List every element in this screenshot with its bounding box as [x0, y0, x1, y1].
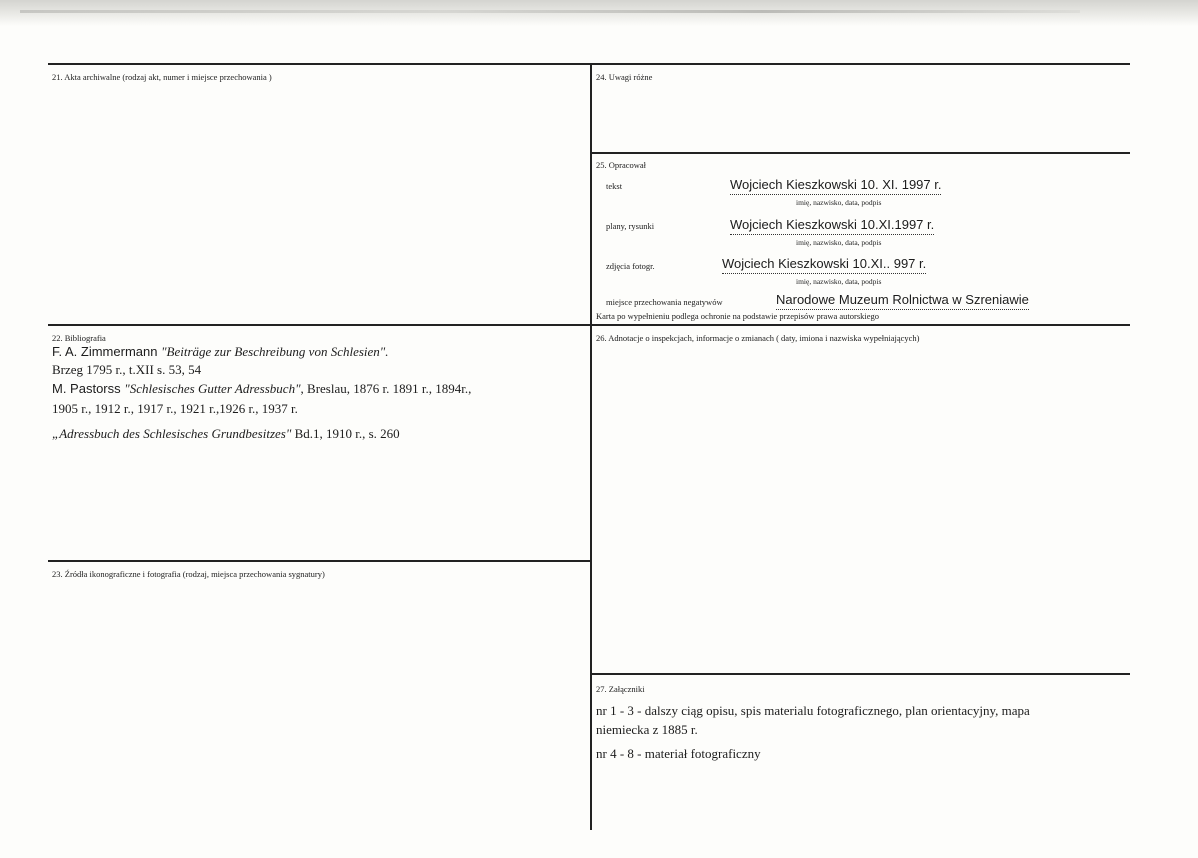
section-25-label: 25. Opracował — [596, 160, 647, 170]
attachments-line-1: nr 1 - 3 - dalszy ciąg opisu, spis materialu fotograficznego, plan orientacyjny, mapa — [596, 703, 1030, 718]
divider-24-25 — [590, 152, 1130, 154]
section-22-label: 22. Bibliografia — [52, 333, 106, 343]
section-23-label: 23. Źródła ikonograficzne i fotografia (rodzaj, miejsca przechowania sygnatury) — [52, 569, 325, 579]
bibliography-line-1 — [52, 344, 389, 360]
divider-26-27 — [590, 673, 1130, 675]
bibliography-line-2: Brzeg 1795 r., t.XII s. 53, 54 — [52, 362, 202, 377]
bib-author-pastorss: M. Pastorss — [52, 381, 125, 396]
bib-author-zimmermann: F. A. Zimmermann — [52, 344, 162, 359]
scan-edge — [0, 0, 1198, 26]
section-27-label: 27. Załączniki — [596, 684, 645, 694]
negatives-label: miejsce przechowania negatywów — [606, 297, 723, 307]
negatives-value: Narodowe Muzeum Rolnictwa w Szreniawie — [776, 292, 1029, 310]
copyright-note: Karta po wypełnieniu podlega ochronie na podstawie przepisów prawa autorskiego — [596, 311, 880, 321]
section-24-label: 24. Uwagi różne — [596, 72, 653, 82]
prepared-caption-photos: imię, nazwisko, data, podpis — [796, 277, 882, 286]
prepared-value-plans: Wojciech Kieszkowski 10.XI.1997 r. — [730, 217, 934, 235]
section-21-label: 21. Akta archiwalne (rodzaj akt, numer i miejsce przechowania ) — [52, 72, 272, 82]
bib-volume: Bd.1, 1910 r., s. 260 — [291, 426, 400, 441]
prepared-field-photos: zdjęcia fotogr. — [606, 261, 655, 271]
prepared-caption-plans: imię, nazwisko, data, podpis — [796, 238, 882, 247]
bib-title-beitrage: "Beiträge zur Beschreibung von Schlesien". — [161, 344, 389, 359]
prepared-field-text: tekst — [606, 181, 623, 191]
bib-title-grundbesitzes: „Adressbuch des Schlesisches Grundbesitzes" — [52, 426, 292, 441]
section-26-label: 26. Adnotacje o inspekcjach, informacje o zmianach ( daty, imiona i nazwiska wypełniających) — [596, 333, 920, 343]
prepared-field-plans: plany, rysunki — [606, 221, 655, 231]
divider-22-23 — [48, 560, 592, 562]
bibliography-line-5 — [52, 426, 400, 442]
top-border — [48, 63, 1130, 65]
prepared-value-text: Wojciech Kieszkowski 10. XI. 1997 r. — [730, 177, 941, 195]
attachments-line-2: niemiecka z 1885 r. — [596, 722, 698, 737]
bib-title-gutter: "Schlesisches Gutter Adressbuch" — [124, 381, 301, 396]
scan-streak — [20, 10, 1080, 13]
divider-21-22 — [48, 324, 1130, 326]
prepared-caption-text: imię, nazwisko, data, podpis — [796, 198, 882, 207]
bibliography-line-4: 1905 r., 1912 r., 1917 r., 1921 r.,1926 r., 1937 r. — [52, 401, 298, 416]
bibliography-line-3 — [52, 381, 471, 397]
attachments-line-3: nr 4 - 8 - materiał fotograficzny — [596, 746, 761, 761]
prepared-value-photos: Wojciech Kieszkowski 10.XI.. 997 r. — [722, 256, 926, 274]
center-divider — [590, 63, 592, 830]
bib-years-1: , Breslau, 1876 r. 1891 r., 1894r., — [300, 381, 472, 396]
